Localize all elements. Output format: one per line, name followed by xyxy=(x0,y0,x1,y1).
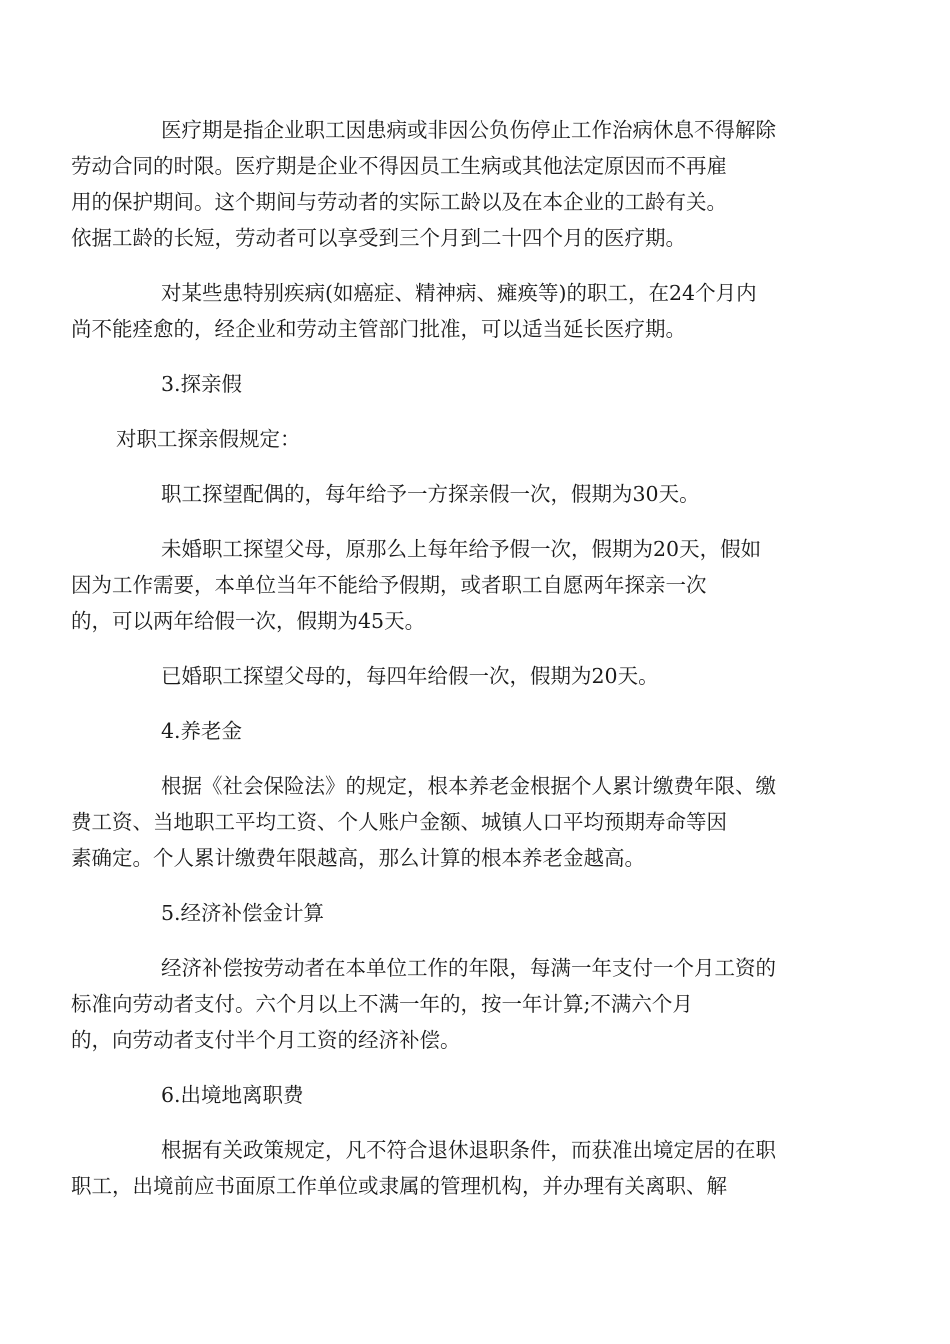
paragraph-unmarried-leave xyxy=(71,531,836,639)
paragraph-medical-period-definition xyxy=(71,112,836,256)
text-line: 尚不能痊愈的，经企业和劳动主管部门批准，可以适当延长医疗期。 xyxy=(71,317,686,341)
paragraph-compensation xyxy=(71,950,836,1058)
text-line: 用的保护期间。这个期间与劳动者的实际工龄以及在本企业的工龄有关。 xyxy=(71,190,727,214)
paragraph-pension xyxy=(71,768,836,876)
section-heading-compensation xyxy=(116,895,836,931)
document-body xyxy=(71,112,836,1223)
text-line: 根据有关政策规定，凡不符合退休退职条件，而获准出境定居的在职 xyxy=(161,1138,776,1162)
text-line: 劳动合同的时限。医疗期是企业不得因员工生病或其他法定原因而不再雇 xyxy=(71,154,727,178)
section-heading-departure-fee xyxy=(116,1077,836,1113)
text-line: 的，可以两年给假一次，假期为45天。 xyxy=(71,609,426,633)
text-line: 职工，出境前应书面原工作单位或隶属的管理机构，并办理有关离职、解 xyxy=(71,1174,727,1198)
text-line: 3.探亲假 xyxy=(161,372,243,396)
paragraph-spouse-leave xyxy=(116,476,836,512)
text-line: 的，向劳动者支付半个月工资的经济补偿。 xyxy=(71,1028,461,1052)
text-line: 5.经济补偿金计算 xyxy=(161,901,325,925)
text-line: 因为工作需要，本单位当年不能给予假期，或者职工自愿两年探亲一次 xyxy=(71,573,707,597)
paragraph-home-leave-intro xyxy=(116,421,836,457)
text-line: 对职工探亲假规定： xyxy=(116,427,301,451)
paragraph-special-illness xyxy=(71,275,836,347)
text-line: 4.养老金 xyxy=(161,719,243,743)
text-line: 根据《社会保险法》的规定，根本养老金根据个人累计缴费年限、缴 xyxy=(161,774,776,798)
text-line: 已婚职工探望父母的，每四年给假一次，假期为20天。 xyxy=(161,664,659,688)
paragraph-departure-fee xyxy=(71,1132,836,1204)
text-line: 未婚职工探望父母，原那么上每年给予假一次，假期为20天，假如 xyxy=(161,537,762,561)
text-line: 费工资、当地职工平均工资、个人账户金额、城镇人口平均预期寿命等因 xyxy=(71,810,727,834)
section-heading-home-leave xyxy=(116,366,836,402)
text-line: 对某些患特别疾病(如癌症、精神病、瘫痪等)的职工，在24个月内 xyxy=(161,281,757,305)
section-heading-pension xyxy=(116,713,836,749)
text-line: 依据工龄的长短，劳动者可以享受到三个月到二十四个月的医疗期。 xyxy=(71,226,686,250)
text-line: 经济补偿按劳动者在本单位工作的年限，每满一年支付一个月工资的 xyxy=(161,956,776,980)
paragraph-married-leave xyxy=(116,658,836,694)
text-line: 素确定。个人累计缴费年限越高，那么计算的根本养老金越高。 xyxy=(71,846,645,870)
text-line: 6.出境地离职费 xyxy=(161,1083,304,1107)
text-line: 职工探望配偶的，每年给予一方探亲假一次，假期为30天。 xyxy=(161,482,700,506)
text-line: 医疗期是指企业职工因患病或非因公负伤停止工作治病休息不得解除 xyxy=(161,118,776,142)
text-line: 标准向劳动者支付。六个月以上不满一年的，按一年计算;不满六个月 xyxy=(71,992,693,1016)
